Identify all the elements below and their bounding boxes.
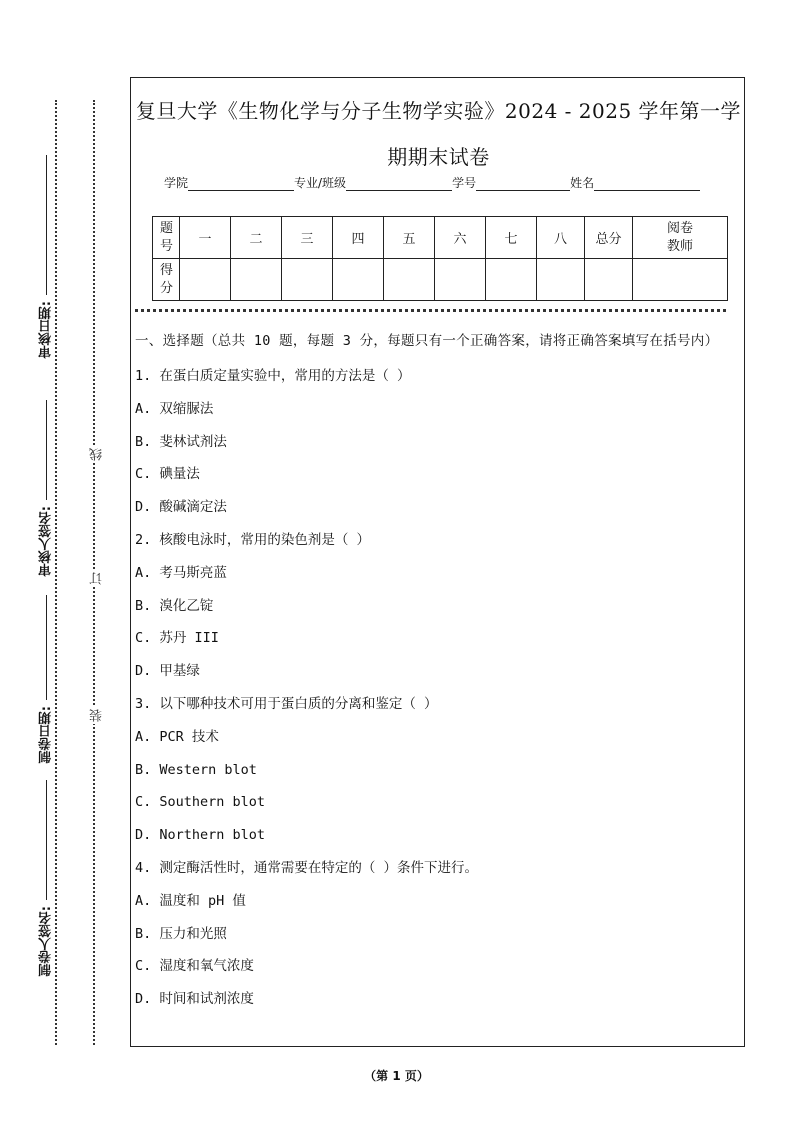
exam-title-line2: 期期末试卷 (387, 145, 490, 169)
exam-title-line1: 复旦大学《生物化学与分子生物学实验》2024 - 2025 学年第一学 (135, 99, 742, 123)
section-separator (135, 309, 726, 312)
page-number: （第 1 页） (364, 1069, 429, 1083)
question-stem: 1. 在蛋白质定量实验中，常用的方法是（ ） (135, 368, 411, 384)
answer-option: A. 考马斯亮蓝 (135, 564, 227, 581)
info-label-college: 学院 (164, 176, 189, 190)
question-stem: 2. 核酸电泳时，常用的染色剂是（ ） (135, 531, 371, 548)
side-field-review-date (36, 155, 56, 358)
score-cell[interactable] (585, 259, 633, 301)
answer-option: B. 压力和光照 (135, 925, 227, 942)
info-label-name: 姓名 (570, 176, 595, 190)
question-stem: 3. 以下哪种技术可用于蛋白质的分离和鉴定（ ） (135, 695, 438, 712)
answer-option: B. 溴化乙锭 (135, 597, 214, 614)
side-field-label: 制卷日期: (38, 706, 54, 764)
score-table-row-label: 题号 (153, 217, 180, 259)
score-table-col-header: 二 (231, 217, 282, 259)
side-field-paper-date (36, 595, 56, 763)
exam-title (131, 88, 746, 180)
score-table (152, 216, 728, 301)
side-field-label: 制卷人签名: (38, 906, 54, 977)
answer-option: C. 湿度和氧气浓度 (135, 958, 254, 975)
score-cell[interactable] (435, 259, 486, 301)
score-table-col-header: 七 (486, 217, 537, 259)
exam-frame (130, 77, 745, 1047)
answer-option: C. Southern blot (135, 794, 266, 811)
score-table-score-row (153, 259, 728, 301)
score-cell[interactable] (180, 259, 231, 301)
score-cell[interactable] (333, 259, 384, 301)
side-field-underline (46, 400, 47, 500)
info-label-student-id: 学号 (452, 176, 477, 190)
score-table-col-header: 三 (282, 217, 333, 259)
binding-char-zhuang: 装 (90, 709, 105, 722)
major-class-blank[interactable] (346, 178, 452, 191)
answer-option: C. 碘量法 (135, 466, 200, 483)
score-table-header-row (153, 217, 728, 259)
side-field-reviewer-signature (36, 400, 56, 576)
score-table-col-header: 五 (384, 217, 435, 259)
score-cell[interactable] (384, 259, 435, 301)
college-blank[interactable] (188, 178, 294, 191)
answer-option: A. 温度和 pH 值 (135, 892, 246, 909)
score-table-col-header: 八 (537, 217, 585, 259)
score-table-col-header: 一 (180, 217, 231, 259)
answer-option: C. 苏丹 III (135, 630, 219, 647)
score-cell[interactable] (231, 259, 282, 301)
side-field-underline (46, 780, 47, 900)
binding-char-xian: 线 (90, 448, 105, 461)
info-label-major-class: 专业/班级 (294, 176, 347, 190)
score-table-col-header: 六 (435, 217, 486, 259)
side-field-underline (46, 595, 47, 700)
score-table-col-header: 阅卷教师 (633, 217, 728, 259)
side-field-paper-maker-signature (36, 780, 56, 976)
score-cell[interactable] (633, 259, 728, 301)
binding-char-ding: 订 (90, 572, 105, 585)
side-field-underline (46, 155, 47, 295)
side-field-label: 审核人签名: (38, 506, 54, 577)
question-section (135, 330, 741, 1016)
answer-option: B. 斐林试剂法 (135, 433, 227, 450)
answer-option: D. 酸碱滴定法 (135, 499, 227, 516)
answer-option: D. 甲基绿 (135, 663, 200, 680)
answer-option: A. PCR 技术 (135, 728, 219, 745)
question-stem: 4. 测定酶活性时，通常需要在特定的（ ）条件下进行。 (135, 859, 479, 876)
answer-option: D. Northern blot (135, 827, 266, 844)
student-id-blank[interactable] (476, 178, 570, 191)
answer-option: B. Western blot (135, 761, 257, 778)
score-table-col-header: 四 (333, 217, 384, 259)
score-cell[interactable] (537, 259, 585, 301)
score-cell[interactable] (282, 259, 333, 301)
score-cell[interactable] (486, 259, 537, 301)
section-heading: 一、选择题（总共 10 题，每题 3 分，每题只有一个正确答案，请将正确答案填写在括号内） (135, 333, 719, 349)
score-table-col-header: 总分 (585, 217, 633, 259)
name-blank[interactable] (594, 178, 700, 191)
score-table-row-label: 得分 (153, 259, 180, 301)
side-field-label: 审核日期: (38, 301, 54, 359)
answer-option: D. 时间和试剂浓度 (135, 991, 254, 1008)
student-info-row (164, 174, 700, 191)
answer-option: A. 双缩脲法 (135, 400, 214, 417)
